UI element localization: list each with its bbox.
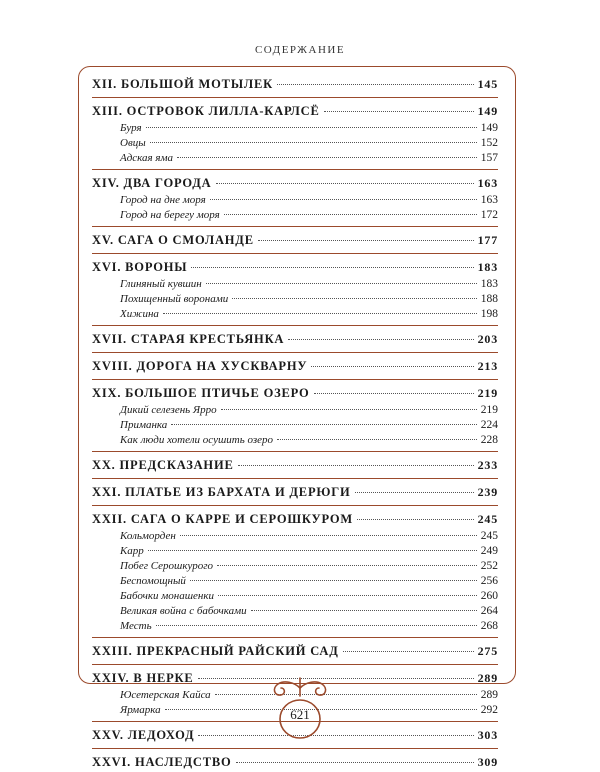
chapter-separator xyxy=(92,97,498,98)
toc-section-row[interactable] xyxy=(92,544,498,559)
chapter-page: 203 xyxy=(477,332,498,346)
dot-leader xyxy=(180,535,477,536)
table-of-contents xyxy=(92,74,498,772)
section-page: 183 xyxy=(480,278,498,290)
section-title: Как люди хотели осушить озеро xyxy=(120,434,273,446)
chapter-page: 275 xyxy=(477,644,498,658)
dot-leader xyxy=(258,240,474,241)
dot-leader xyxy=(198,735,473,736)
chapter-separator xyxy=(92,451,498,452)
dot-leader xyxy=(191,267,473,268)
toc-chapter-row[interactable] xyxy=(92,257,498,277)
section-page: 198 xyxy=(480,308,498,320)
dot-leader xyxy=(357,519,474,520)
toc-section-row[interactable] xyxy=(92,136,498,151)
section-title: Город на дне моря xyxy=(120,194,206,206)
dot-leader xyxy=(343,651,474,652)
toc-section-row[interactable] xyxy=(92,193,498,208)
toc-chapter-row[interactable] xyxy=(92,101,498,121)
dot-leader xyxy=(216,183,474,184)
chapter-separator xyxy=(92,352,498,353)
chapter-title: XIV. ДВА ГОРОДА xyxy=(92,176,212,190)
dot-leader xyxy=(190,580,477,581)
dot-leader xyxy=(221,409,477,410)
chapter-page: 245 xyxy=(477,512,498,526)
chapter-page: 219 xyxy=(477,386,498,400)
section-page: 157 xyxy=(480,152,498,164)
chapter-title: XX. ПРЕДСКАЗАНИЕ xyxy=(92,458,234,472)
chapter-page: 303 xyxy=(477,728,498,742)
toc-section-row[interactable] xyxy=(92,277,498,292)
chapter-title: XXIV. В НЕРКЕ xyxy=(92,671,194,685)
chapter-title: XVIII. ДОРОГА НА ХУСКВАРНУ xyxy=(92,359,308,373)
dot-leader xyxy=(146,127,477,128)
toc-section-row[interactable] xyxy=(92,433,498,448)
section-page: 163 xyxy=(480,194,498,206)
dot-leader xyxy=(215,694,477,695)
section-title: Ярмарка xyxy=(120,704,161,716)
chapter-page: 149 xyxy=(477,104,498,118)
chapter-title: XXI. ПЛАТЬЕ ИЗ БАРХАТА И ДЕРЮГИ xyxy=(92,485,351,499)
section-page: 219 xyxy=(480,404,498,416)
chapter-title: XV. САГА О СМОЛАНДЕ xyxy=(92,233,254,247)
toc-chapter-row[interactable] xyxy=(92,173,498,193)
running-head: СОДЕРЖАНИЕ xyxy=(254,44,346,56)
dot-leader xyxy=(277,439,477,440)
toc-section-row[interactable] xyxy=(92,604,498,619)
dot-leader xyxy=(288,339,473,340)
chapter-title: XXV. ЛЕДОХОД xyxy=(92,728,195,742)
section-title: Юсетерская Кайса xyxy=(120,689,211,701)
dot-leader xyxy=(148,550,477,551)
section-title: Приманка xyxy=(120,419,168,431)
chapter-separator xyxy=(92,253,498,254)
chapter-page: 309 xyxy=(477,755,498,769)
section-page: 289 xyxy=(480,689,498,701)
dot-leader xyxy=(218,595,477,596)
dot-leader xyxy=(206,283,477,284)
toc-section-row[interactable] xyxy=(92,619,498,634)
dot-leader xyxy=(163,313,477,314)
chapter-page: 233 xyxy=(477,458,498,472)
dot-leader xyxy=(150,142,477,143)
dot-leader xyxy=(314,393,474,394)
chapter-page: 239 xyxy=(477,485,498,499)
toc-chapter-row[interactable] xyxy=(92,641,498,661)
dot-leader xyxy=(210,199,477,200)
dot-leader xyxy=(224,214,477,215)
chapter-page: 289 xyxy=(477,671,498,685)
section-title: Овцы xyxy=(120,137,146,149)
toc-chapter-row[interactable] xyxy=(92,752,498,772)
dot-leader xyxy=(171,424,476,425)
dot-leader xyxy=(324,111,474,112)
dot-leader xyxy=(251,610,477,611)
toc-section-row[interactable] xyxy=(92,151,498,166)
section-page: 292 xyxy=(480,704,498,716)
section-title: Адская яма xyxy=(120,152,174,164)
section-title: Хижина xyxy=(120,308,159,320)
section-page: 260 xyxy=(480,590,498,602)
chapter-title: XIII. ОСТРОВОК ЛИЛЛА-КАРЛСЁ xyxy=(92,104,320,118)
section-page: 245 xyxy=(480,530,498,542)
chapter-page: 177 xyxy=(477,233,498,247)
section-title: Дикий селезень Ярро xyxy=(120,404,217,416)
section-page: 264 xyxy=(480,605,498,617)
section-title: Похищенный воронами xyxy=(120,293,229,305)
chapter-title: XXII. САГА О КАРРЕ И СЕРОШКУРОМ xyxy=(92,512,353,526)
toc-section-row[interactable] xyxy=(92,559,498,574)
section-page: 252 xyxy=(480,560,498,572)
toc-section-row[interactable] xyxy=(92,529,498,544)
section-page: 256 xyxy=(480,575,498,587)
toc-section-row[interactable] xyxy=(92,418,498,433)
chapter-title: XVII. СТАРАЯ КРЕСТЬЯНКА xyxy=(92,332,285,346)
toc-section-row[interactable] xyxy=(92,403,498,418)
section-title: Месть xyxy=(120,620,152,632)
chapter-title: XXIII. ПРЕКРАСНЫЙ РАЙСКИЙ САД xyxy=(92,644,339,658)
chapter-title: XVI. ВОРОНЫ xyxy=(92,260,188,274)
section-title: Бабочки монашенки xyxy=(120,590,214,602)
dot-leader xyxy=(238,465,474,466)
chapter-page: 183 xyxy=(477,260,498,274)
section-title: Побег Серошкурого xyxy=(120,560,214,572)
section-title: Город на берегу моря xyxy=(120,209,220,221)
section-title: Беспомощный xyxy=(120,575,186,587)
toc-section-row[interactable] xyxy=(92,307,498,322)
toc-chapter-row[interactable] xyxy=(92,74,498,94)
dot-leader xyxy=(236,762,474,763)
toc-chapter-row[interactable] xyxy=(92,356,498,376)
section-page: 149 xyxy=(480,122,498,134)
section-page: 249 xyxy=(480,545,498,557)
section-page: 172 xyxy=(480,209,498,221)
chapter-title: XII. БОЛЬШОЙ МОТЫЛЕК xyxy=(92,77,274,91)
dot-leader xyxy=(177,157,477,158)
toc-section-row[interactable] xyxy=(92,589,498,604)
section-title: Великая война с бабочками xyxy=(120,605,247,617)
section-page: 188 xyxy=(480,293,498,305)
section-page: 224 xyxy=(480,419,498,431)
toc-chapter-row[interactable] xyxy=(92,230,498,250)
chapter-page: 163 xyxy=(477,176,498,190)
toc-section-row[interactable] xyxy=(92,121,498,136)
dot-leader xyxy=(232,298,476,299)
toc-section-row[interactable] xyxy=(92,574,498,589)
section-page: 268 xyxy=(480,620,498,632)
chapter-page: 145 xyxy=(477,77,498,91)
toc-section-row[interactable] xyxy=(92,292,498,307)
dot-leader xyxy=(217,565,477,566)
chapter-separator xyxy=(92,169,498,170)
chapter-separator xyxy=(92,664,498,665)
chapter-separator xyxy=(92,325,498,326)
chapter-page: 213 xyxy=(477,359,498,373)
chapter-separator xyxy=(92,637,498,638)
page-number: 621 xyxy=(290,707,310,722)
section-title: Карр xyxy=(120,545,144,557)
chapter-title: XXVI. НАСЛЕДСТВО xyxy=(92,755,232,769)
toc-chapter-row[interactable] xyxy=(92,329,498,349)
section-page: 152 xyxy=(480,137,498,149)
dot-leader xyxy=(156,625,477,626)
section-title: Кольморден xyxy=(120,530,176,542)
section-page: 228 xyxy=(480,434,498,446)
dot-leader xyxy=(355,492,474,493)
chapter-separator xyxy=(92,226,498,227)
section-title: Глиняный кувшин xyxy=(120,278,202,290)
chapter-separator xyxy=(92,478,498,479)
toc-section-row[interactable] xyxy=(92,208,498,223)
chapter-separator xyxy=(92,505,498,506)
chapter-title: XIX. БОЛЬШОЕ ПТИЧЬЕ ОЗЕРО xyxy=(92,386,310,400)
chapter-separator xyxy=(92,379,498,380)
toc-chapter-row[interactable] xyxy=(92,455,498,475)
toc-chapter-row[interactable] xyxy=(92,383,498,403)
dot-leader xyxy=(311,366,473,367)
toc-chapter-row[interactable] xyxy=(92,509,498,529)
toc-chapter-row[interactable] xyxy=(92,482,498,502)
dot-leader xyxy=(277,84,474,85)
section-title: Буря xyxy=(120,122,142,134)
